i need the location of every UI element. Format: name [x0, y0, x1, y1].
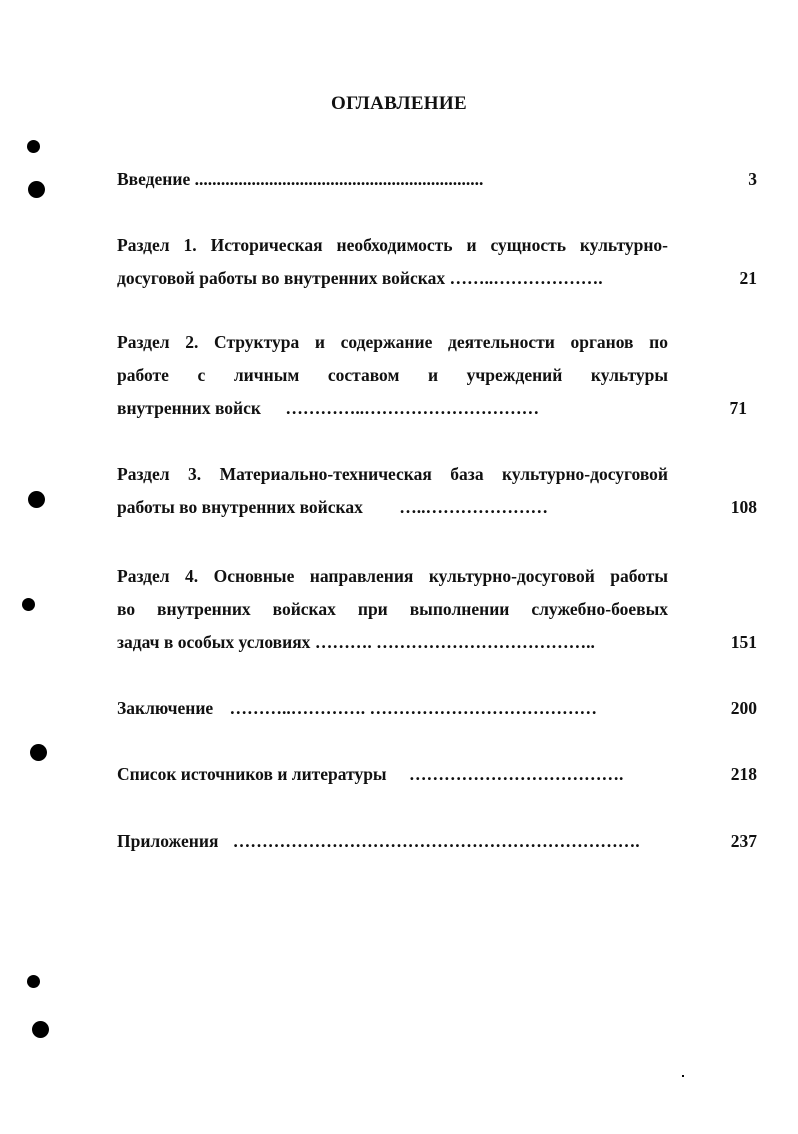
toc-entry-title-line: Раздел 3. Материально-техническая база культурно-досуговой: [117, 464, 668, 484]
toc-leader-dots: ..................................................................: [194, 169, 484, 189]
toc-page-number: 200: [730, 698, 757, 718]
toc-leader-dots: ………..…………. …………………………………: [229, 698, 598, 718]
toc-entry-title-line: досуговой работы во внутренних войсках: [117, 268, 446, 288]
toc-leader-dots: …………………………………………………………….: [232, 831, 640, 851]
toc-page-number: 218: [730, 764, 757, 784]
toc-entry-title-line: работы во внутренних войсках: [117, 497, 363, 517]
toc-entry-title-line: во внутренних войсках при выполнении служебно-боевых: [117, 599, 668, 619]
toc-entry-title: Заключение: [117, 698, 214, 718]
punch-hole-mark: [28, 181, 45, 198]
toc-leader-dots: ……..……………….: [449, 268, 603, 288]
toc-page-number: 71: [729, 398, 747, 418]
toc-entry-line: [117, 396, 539, 420]
toc-page-number: 237: [730, 831, 757, 851]
toc-leader-dots: ……………………………….: [408, 764, 624, 784]
page-title: ОГЛАВЛЕНИЕ: [331, 93, 467, 114]
scan-speck: [682, 1075, 684, 1077]
toc-leader-dots: …………..…………………………: [285, 398, 540, 418]
toc-entry-title-line: Раздел 4. Основные направления культурно-досуговой работы: [117, 566, 668, 586]
toc-entry-title-line: Раздел 1. Историческая необходимость и сущность культурно-: [117, 235, 668, 255]
toc-entry-line: [117, 495, 548, 519]
toc-page-number: 151: [730, 632, 757, 652]
punch-hole-mark: [22, 598, 35, 611]
toc-entry-line: [117, 167, 483, 191]
toc-entry-title-line: Раздел 2. Структура и содержание деятельности органов по: [117, 332, 668, 352]
toc-entry-title-line: работе с личным составом и учреждений культуры: [117, 365, 668, 385]
punch-hole-mark: [27, 975, 40, 988]
punch-hole-mark: [30, 744, 47, 761]
toc-entry-line: [117, 696, 597, 720]
toc-entry-title-line: задач в особых условиях: [117, 632, 311, 652]
toc-entry-line: [117, 829, 640, 853]
toc-entry-title-line: внутренних войск: [117, 398, 261, 418]
toc-page-number: 21: [739, 268, 757, 288]
toc-entry-line: [117, 630, 595, 654]
toc-leader-dots: …..…………………: [399, 497, 548, 517]
toc-page-number: 108: [730, 497, 757, 517]
toc-page-number: 3: [748, 169, 757, 189]
punch-hole-mark: [32, 1021, 49, 1038]
punch-hole-mark: [27, 140, 40, 153]
toc-entry-line: [117, 762, 623, 786]
toc-leader-dots: ………. ………………………………..: [314, 632, 595, 652]
punch-hole-mark: [28, 491, 45, 508]
toc-entry-title: Приложения: [117, 831, 219, 851]
toc-entry-line: [117, 266, 603, 290]
toc-entry-title: Введение: [117, 169, 191, 189]
toc-entry-title: Список источников и литературы: [117, 764, 387, 784]
